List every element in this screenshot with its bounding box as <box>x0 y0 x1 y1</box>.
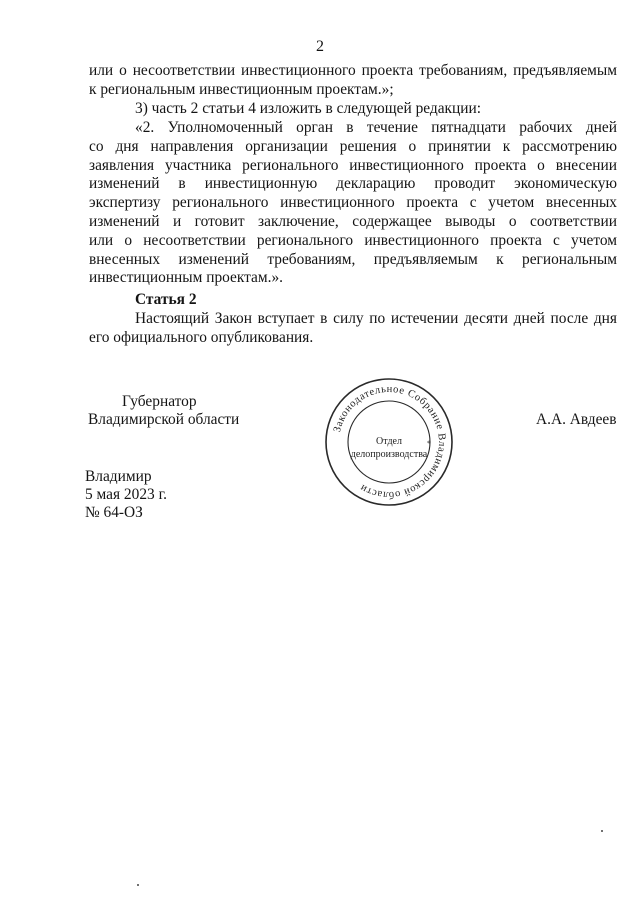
page-number: 2 <box>316 38 324 55</box>
article-2-text <box>89 310 617 348</box>
text-line: инвестиционным проектам.». <box>89 269 284 287</box>
stamp-center-line2: делопроизводства <box>350 449 428 460</box>
footer-date: 5 мая 2023 г. <box>85 486 167 503</box>
paragraph-continuation <box>89 62 617 100</box>
stamp-star-icon: * <box>427 439 431 448</box>
footer-number: № 64-ОЗ <box>85 504 143 521</box>
scan-speck <box>137 884 139 886</box>
text-line: его официального опубликования. <box>89 328 314 346</box>
text-line: «2. Уполномоченный орган в течение пятнадцати рабочих дней <box>135 119 617 136</box>
signature-title-line1: Губернатор <box>122 393 197 410</box>
text-line: или о несоответствии инвестиционного проекта требованиям, предъявляемым <box>89 62 617 79</box>
text-line: внесенных изменений требованиям, предъявляемым к региональным <box>89 250 617 268</box>
text-line: или о несоответствии регионального инвестиционного проекта с учетом <box>89 231 617 249</box>
text-line: Настоящий Закон вступает в силу по истечении десяти дней после дня <box>135 310 617 327</box>
footer-city: Владимир <box>85 468 152 485</box>
text-line: экспертизу регионального инвестиционного проекта с учетом внесенных <box>89 194 617 212</box>
stamp-ring-text: Законодательное Собрание Владимирской области <box>332 383 448 501</box>
signature-title-line2: Владимирской области <box>88 411 240 428</box>
text-line: изменений и готовит заключение, содержащее выводы о соответствии <box>89 212 617 230</box>
text-line: к региональным инвестиционным проектам.»; <box>89 80 394 98</box>
article-2-heading: Статья 2 <box>135 291 197 308</box>
text-line: со дня направления организации решения о принятии к рассмотрению <box>89 137 617 155</box>
text-line: заявления участника регионального инвестиционного проекта о внесении <box>89 156 617 174</box>
quoted-part-2 <box>89 119 617 288</box>
item-3: 3) часть 2 статьи 4 изложить в следующей редакции: <box>135 100 482 117</box>
stamp-center-line1: Отдел <box>376 436 402 447</box>
official-stamp <box>323 376 455 508</box>
signature-name: А.А. Авдеев <box>536 411 617 428</box>
scan-speck <box>601 830 603 832</box>
text-line: изменений в инвестиционную декларацию проводит экономическую <box>89 175 617 193</box>
